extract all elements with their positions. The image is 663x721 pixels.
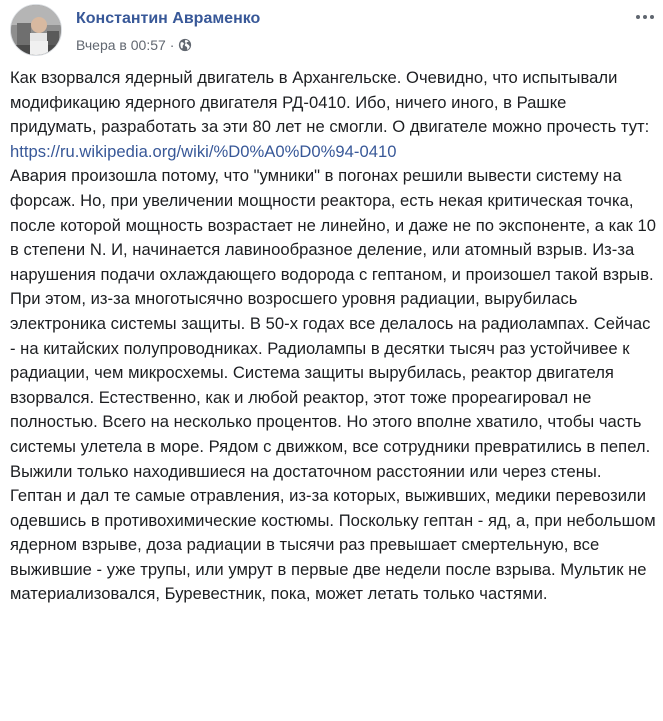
globe-icon[interactable]: [178, 38, 192, 52]
meta-separator: ·: [169, 37, 175, 53]
post-header: [10, 4, 650, 60]
post-meta: [76, 37, 192, 53]
more-horizontal-icon[interactable]: [634, 10, 656, 24]
avatar-photo: [11, 5, 62, 56]
author-avatar[interactable]: [10, 4, 62, 56]
post-timestamp[interactable]: Вчера в 00:57: [76, 37, 166, 53]
post-body: [10, 66, 656, 607]
wikipedia-link[interactable]: https://ru.wikipedia.org/wiki/%D0%A0%D0%94-0410: [10, 141, 397, 161]
post-text-main: Авария произошла потому, что "умники" в погонах решили вывести систему на форсаж. Но, при увеличении мощности реактора, есть некая критическая точка, после которой мощность возрастает не линейно, и даже не по экспоненте, а как 10 в степени N. И, начинается лавинообразное деление, или атомный взрыв. Из-за нарушения подачи охлаждающего водорода с гептаном, и произошел такой взрыв. При этом, из-за многотысячно возросшего уровня радиации, вырубилась электроника системы защиты. В 50-х годах все делалось на радиолампах. Сейчас - на китайских полупроводниках. Радиолампы в десятки тысяч раз устойчивее к радиации, чем микросхемы. Система защиты вырубилась, реактор двигателя взорвался. Естественно, как и любой реактор, этот тоже прореагировал не полностью. Всего на несколько процентов. Но этого вполне хватило, чтобы часть системы улетела в море. Рядом с движком, все сотрудники превратились в пепел. Выжили только находившиеся на достаточном расстоянии или через стены. Гептан и дал те самые отравления, из-за которых, выживших, медики перевозили одевшись в противохимические костюмы. Поскольку гептан - яд, а, при небольшом ядерном взрыве, доза радиации в тысячи раз превышает смертельную, все выжившие - уже трупы, или умрут в первые две недели после взрыва. Мультик не материализовался, Буревестник, пока, может летать только частями.: [10, 166, 656, 604]
author-name[interactable]: Константин Авраменко: [76, 10, 261, 27]
post-text-intro: Как взорвался ядерный двигатель в Архангельске. Очевидно, что испытывали модификацию ядерного двигателя РД-0410. Ибо, ничего иного, в Рашке придумать, разработать за эти 80 лет не смогли. О двигателе можно прочесть тут:: [10, 68, 650, 137]
